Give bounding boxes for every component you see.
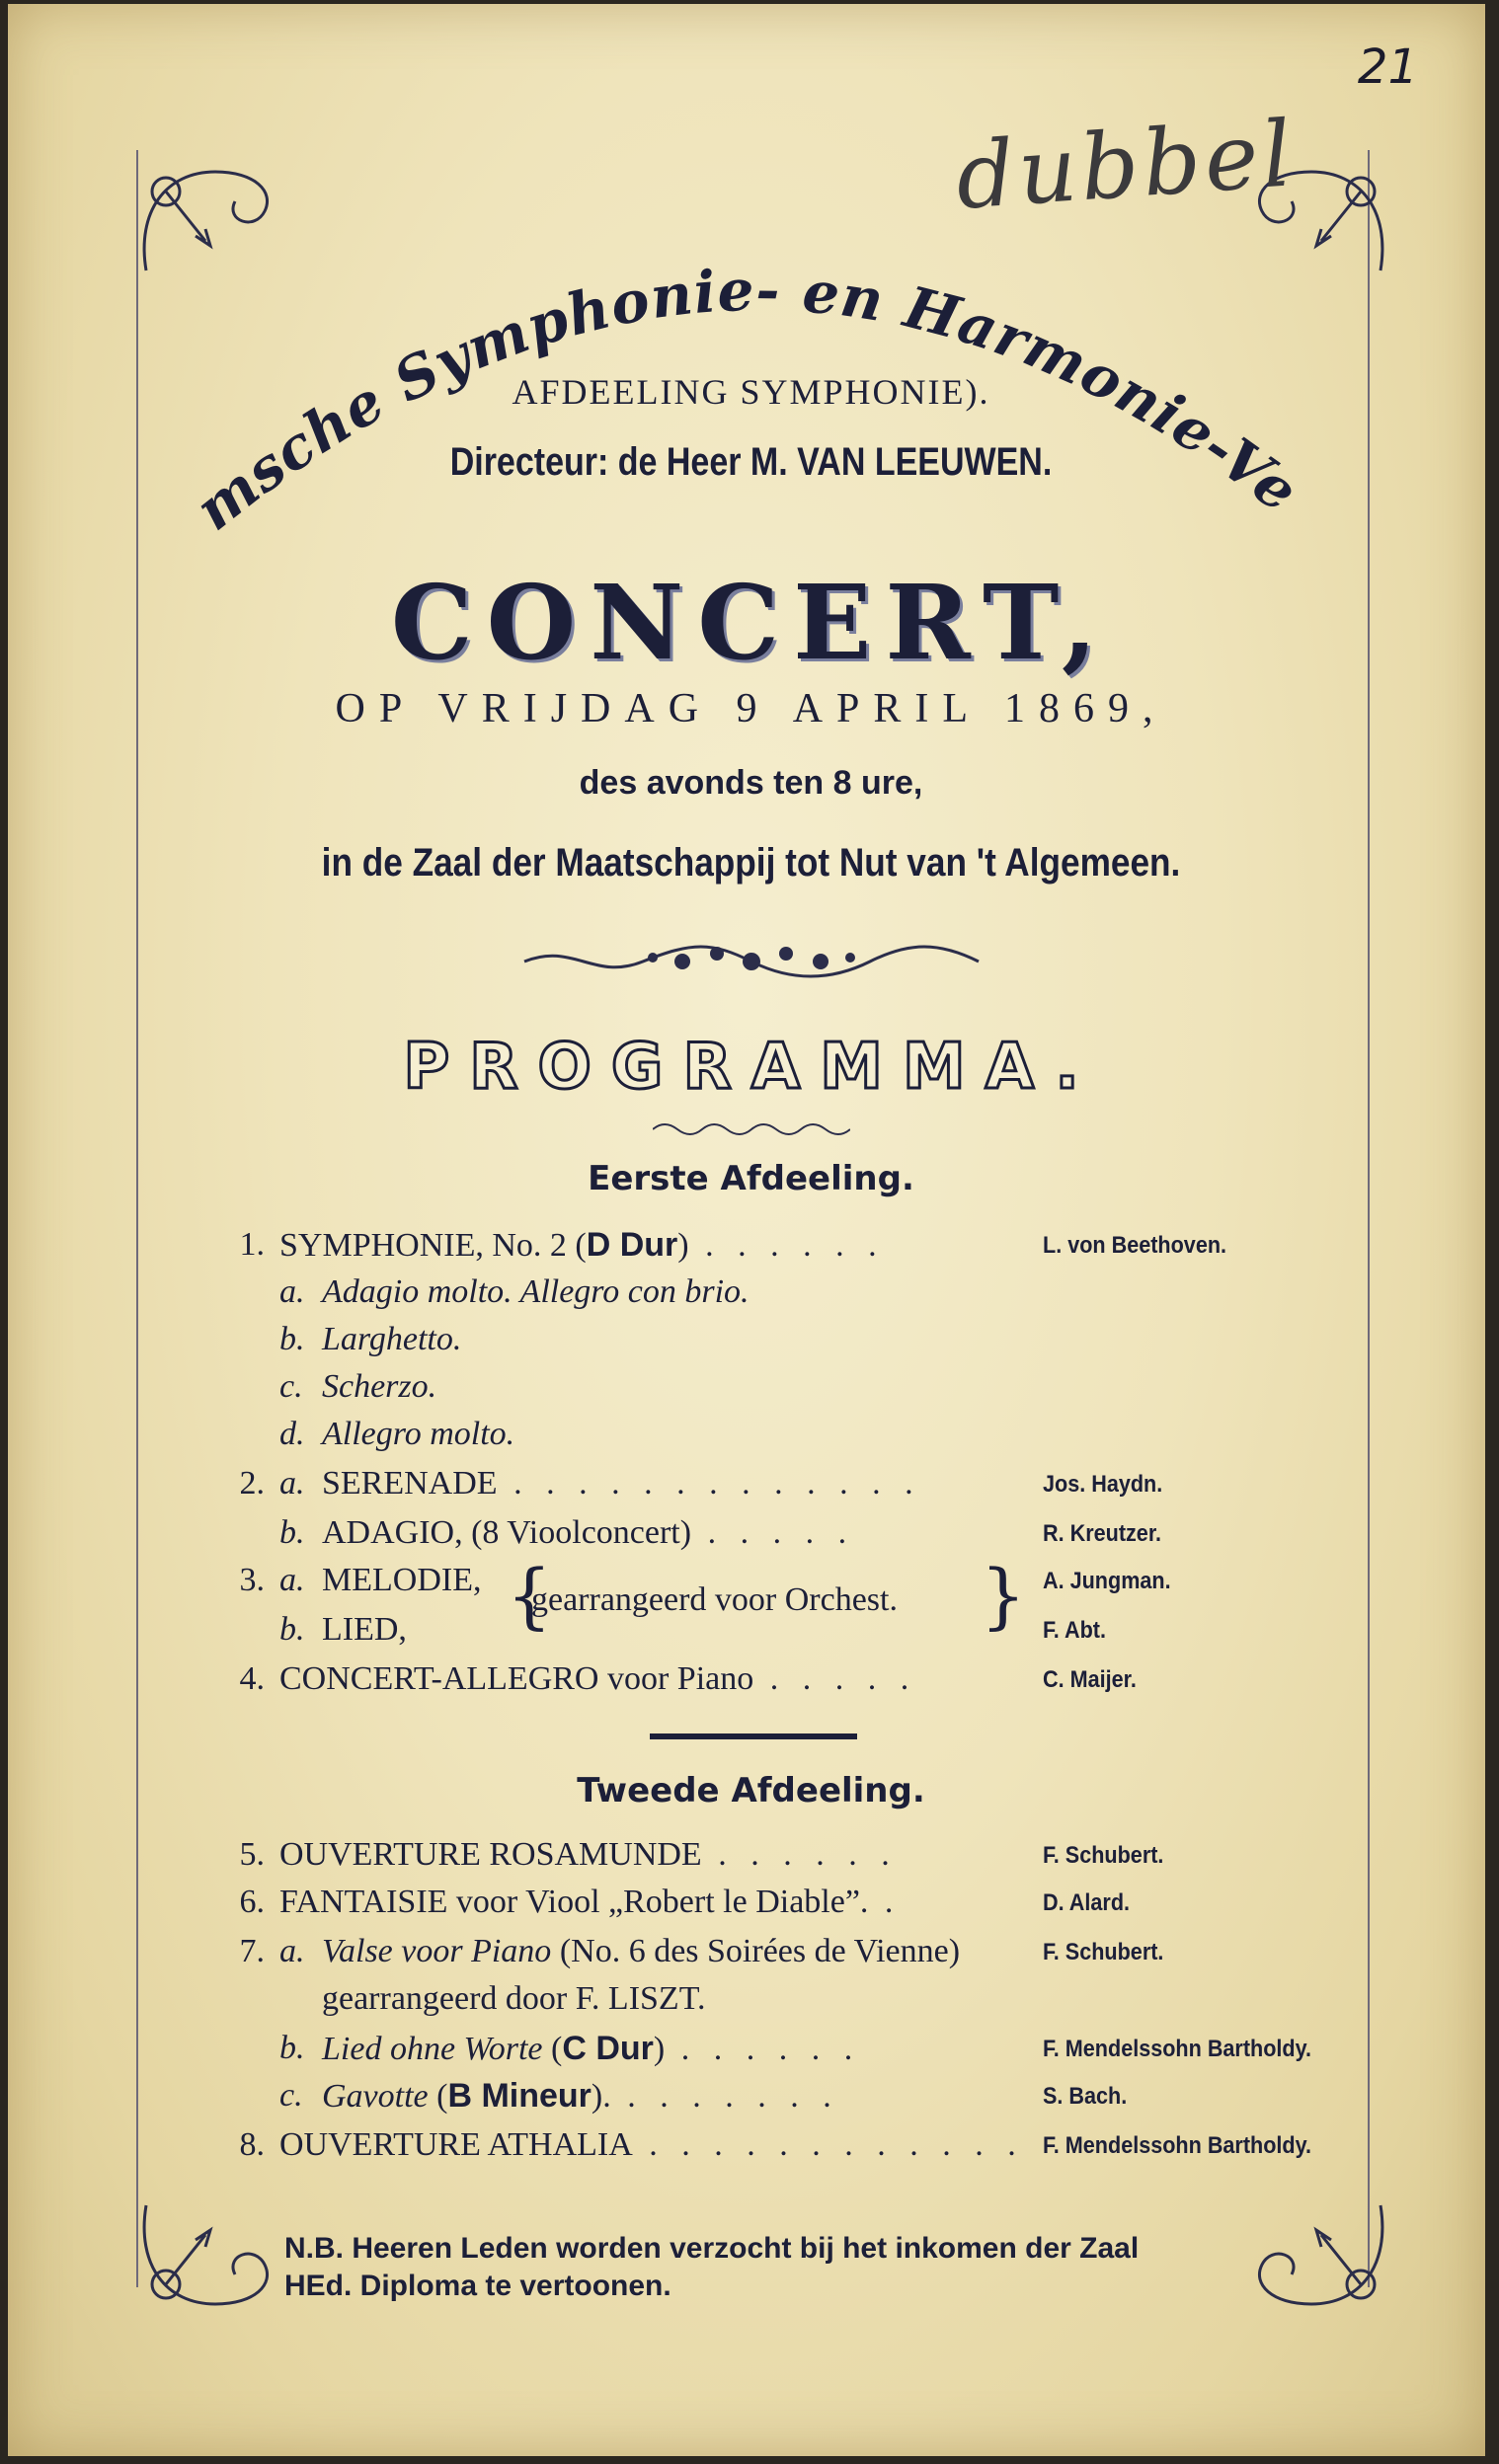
programme-sheet [8, 4, 1485, 2456]
vine-ornament-icon [136, 932, 1366, 991]
programme-subitem: a. Adagio molto. Allegro con brio. [279, 1273, 750, 1310]
programme-item: 7. a. Valse voor Piano (No. 6 des Soirées de Vienne) F. Schubert. [239, 1933, 1164, 1969]
section-divider [650, 1733, 857, 1739]
concert-title: CONCERT, [390, 562, 1112, 683]
programme-subitem: b. LIED, F. Abt. [279, 1611, 1106, 1648]
page-number: 21 [1357, 39, 1418, 95]
time-line: des avonds ten 8 ure, [579, 764, 923, 802]
item-number: 1. [239, 1226, 265, 1263]
section2-title: Tweede Afdeeling. [577, 1771, 925, 1810]
programme-subitem: d. Allegro molto. [279, 1416, 515, 1452]
programme-item: 2. a. SERENADE . . . . . . . . . . . . . Jos. Haydn. [239, 1465, 1163, 1502]
department-subtitle: AFDEELING SYMPHONIE). [512, 372, 990, 412]
item-title: SYMPHONIE, No. 2 (D Dur) . . . . . . [279, 1226, 885, 1264]
director-line: Directeur: de Heer M. VAN LEEUWEN. [449, 440, 1053, 484]
footer-note-line2: HEd. Diploma te vertoonen. [284, 2270, 671, 2302]
programme-item: 5. OUVERTURE ROSAMUNDE . . . . . . F. Schubert. [239, 1836, 1164, 1873]
footer-note [284, 2230, 1272, 2305]
tilde-ornament [136, 1119, 1366, 1139]
right-brace: } [981, 1554, 1026, 1637]
svg-text:Rotterdamsche Symphonie- en Ha [179, 168, 1310, 543]
date-line: OP VRIJDAG 9 APRIL 1869, [335, 686, 1167, 732]
programme-subitem: gearrangeerd door F. LISZT. [322, 1980, 706, 2017]
society-name-text: Rotterdamsche Symphonie- en Harmonie-Vereeniging [181, 168, 1311, 544]
programme-item: 6. FANTAISIE voor Viool „Robert le Diable”. . D. Alard. [239, 1884, 1131, 1920]
programme-item: 4. CONCERT-ALLEGRO voor Piano . . . . . C. Maijer. [239, 1660, 1137, 1697]
programme-item: 3. a. MELODIE, A. Jungman. [239, 1562, 1171, 1598]
programme-subitem: b. Larghetto. [279, 1321, 462, 1357]
section1-title: Eerste Afdeeling. [588, 1159, 914, 1198]
programme-subitem: b. Lied ohne Worte (C Dur) . . . . . . F. Mendelssohn Bartholdy. [279, 2030, 1312, 2067]
corner-flourish-icon [126, 2195, 284, 2324]
footer-note-line1: N.B. Heeren Leden worden verzocht bij het inkomen der Zaal [284, 2232, 1140, 2265]
item-composer: L. von Beethoven. [1043, 1232, 1227, 1259]
handwritten-note: dubbel [952, 101, 1300, 230]
programme-item: 8. OUVERTURE ATHALIA . . . . . . . . . . . . F. Mendelssohn Bartholdy. [239, 2126, 1312, 2163]
programme-item [205, 1226, 1331, 1273]
venue-line: in de Zaal der Maatschappij tot Nut van 't Algemeen. [321, 841, 1181, 885]
programme-subitem: c. Scherzo. [279, 1368, 437, 1405]
programme-title: PROGRAMMA. [403, 1031, 1099, 1104]
brace-note: gearrangeerd voor Orchest. [531, 1581, 898, 1618]
left-brace: { [507, 1554, 552, 1637]
programme-subitem: c. Gavotte (B Mineur). . . . . . . . S. Bach. [279, 2077, 1128, 2115]
programme-subitem: b. ADAGIO, (8 Vioolconcert) . . . . . R. Kreutzer. [279, 1514, 1162, 1551]
